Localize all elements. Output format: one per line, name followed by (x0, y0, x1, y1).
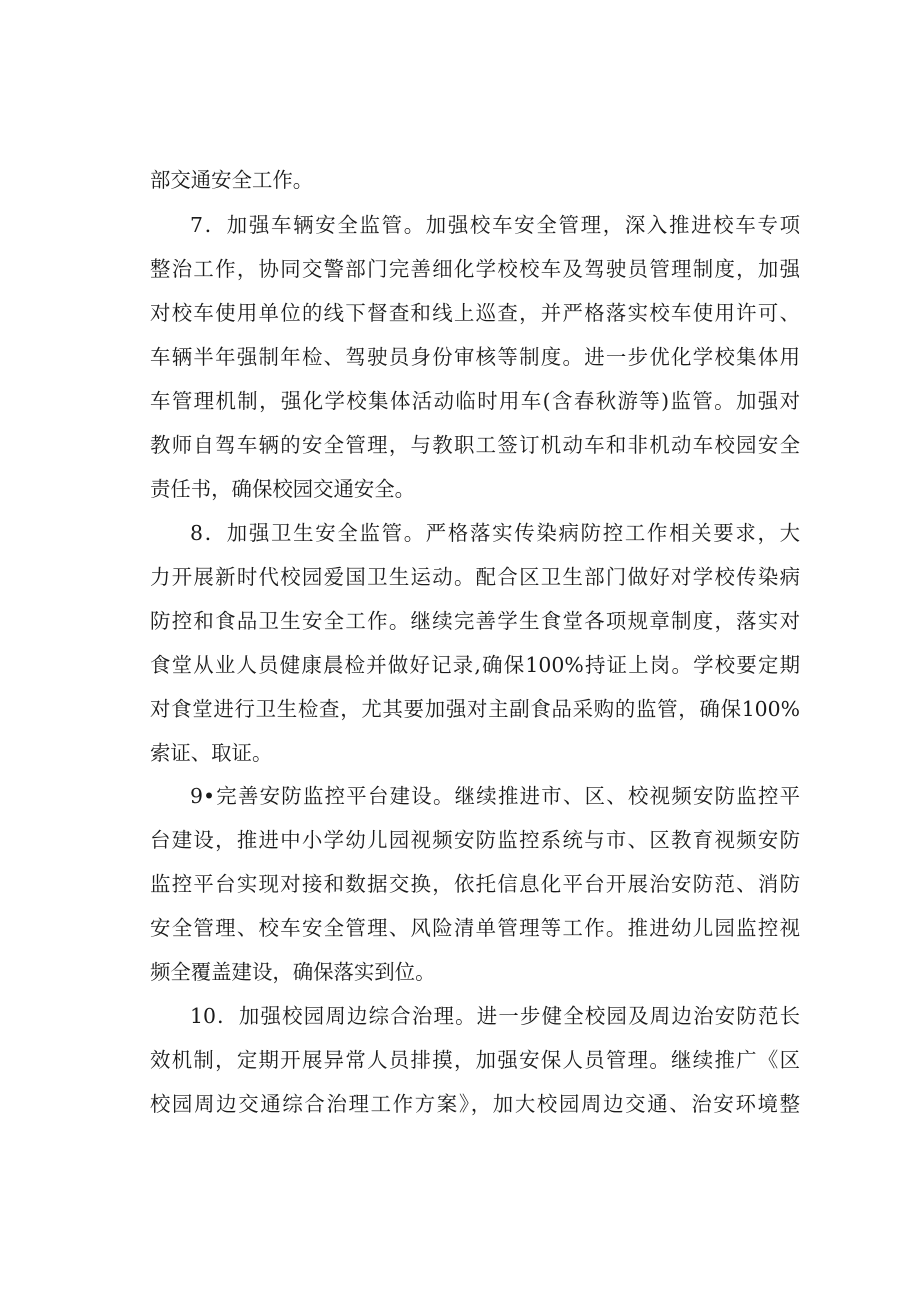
text-line-5: 车辆半年强制年检、驾驶员身份审核等制度。进一步优化学校集体用 (150, 345, 800, 369)
text-line-1: 部交通安全工作。 (150, 168, 314, 192)
text-line-21: 效机制，定期开展异常人员排摸，加强安保人员管理。继续推广《区 (150, 1048, 800, 1072)
text-line-6: 车管理机制，强化学校集体活动临时用车(含春秋游等)监管。加强对 (150, 389, 800, 413)
text-line-19: 频全覆盖建设，确保落实到位。 (150, 960, 436, 984)
text-line-4: 对校车使用单位的线下督查和线上巡查，并严格落实校车使用许可、 (150, 301, 800, 325)
text-line-3: 整治工作，协同交警部门完善细化学校校车及驾驶员管理制度，加强 (150, 257, 800, 281)
paragraph-9-heading-line: 9•完善安防监控平台建设。继续推进市、区、校视频安防监控平 (190, 784, 800, 808)
text-line-14: 索证、取证。 (150, 741, 273, 765)
text-line-22: 校园周边交通综合治理工作方案》，加大校园周边交通、治安环境整 (150, 1092, 800, 1116)
text-line-10: 力开展新时代校园爱国卫生运动。配合区卫生部门做好对学校传染病 (150, 565, 800, 589)
paragraph-7-heading-line: 7．加强车辆安全监管。加强校车安全管理，深入推进校车专项 (190, 213, 800, 237)
text-line-12: 食堂从业人员健康晨检并做好记录,确保100%持证上岗。学校要定期 (150, 653, 800, 677)
text-line-17: 监控平台实现对接和数据交换，依托信息化平台开展治安防范、消防 (150, 872, 800, 896)
text-line-7: 教师自驾车辆的安全管理，与教职工签订机动车和非机动车校园安全 (150, 433, 800, 457)
text-line-16: 台建设，推进中小学幼儿园视频安防监控系统与市、区教育视频安防 (150, 828, 800, 852)
paragraph-10-heading-line: 10．加强校园周边综合治理。进一步健全校园及周边治安防范长 (190, 1004, 800, 1028)
text-line-13: 对食堂进行卫生检查，尤其要加强对主副食品采购的监管，确保100% (150, 697, 800, 721)
paragraph-8-heading-line: 8．加强卫生安全监管。严格落实传染病防控工作相关要求，大 (190, 521, 800, 545)
text-line-8: 责任书，确保校园交通安全。 (150, 477, 416, 501)
text-line-11: 防控和食品卫生安全工作。继续完善学生食堂各项规章制度，落实对 (150, 609, 800, 633)
text-line-18: 安全管理、校车安全管理、风险清单管理等工作。推进幼儿园监控视 (150, 916, 800, 940)
